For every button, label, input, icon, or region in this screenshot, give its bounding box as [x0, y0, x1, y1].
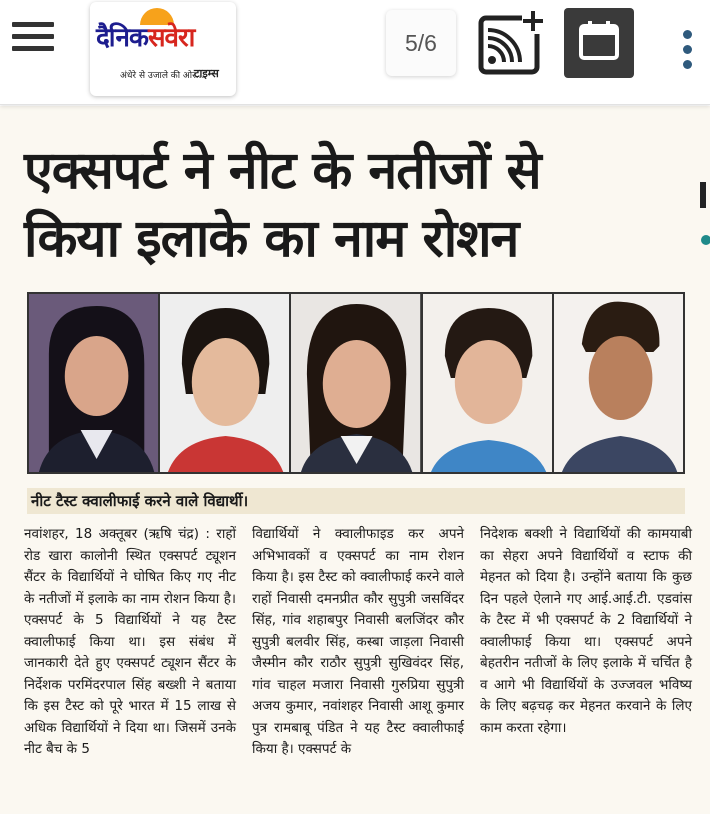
headline-line-2: किया इलाके का नाम रोशन	[24, 209, 519, 269]
student-photo	[160, 294, 289, 472]
logo-name	[96, 22, 232, 54]
top-app-bar	[0, 0, 710, 105]
student-photo	[423, 294, 552, 472]
headline-line-1: एक्सपर्ट ने नीट के नतीजों से	[24, 141, 541, 201]
newspaper-logo[interactable]	[90, 2, 236, 96]
student-photo	[29, 294, 158, 472]
article-body	[24, 524, 692, 761]
hamburger-menu-icon[interactable]	[12, 22, 54, 58]
newspaper-page[interactable]	[0, 106, 710, 814]
student-photo	[554, 294, 683, 472]
photo-caption: नीट टैस्ट क्वालीफाई करने वाले विद्यार्थी।	[27, 488, 685, 514]
logo-tagline: अंधेरे से उजाले की ओर...	[120, 71, 205, 81]
rss-feed-add-icon[interactable]	[478, 8, 546, 76]
calendar-icon[interactable]	[564, 8, 634, 78]
logo-suffix: टाइम्स	[194, 67, 219, 80]
vertical-dots-icon[interactable]	[680, 30, 694, 74]
page-counter[interactable]: 5/6	[386, 10, 456, 76]
logo-name-part1: दैनिक	[96, 23, 148, 53]
article-column-3: निदेशक बक्शी ने विद्यार्थियों की कामयाबी का सेहरा अपने विद्यार्थियों व स्टाफ की मेहनत को दिया है। उन्होंने बताया कि कुछ दिन पहले ऐलाने गए आई.आई.टी. एडवांस के टैस्ट में भी एक्सपर्ट के 2 विद्यार्थियों ने क्वालीफाई किया था। एक्सपर्ट अपने बेहतरीन नतीजों के लिए इलाके में चर्चित है व आगे भी विद्यार्थियों के उज्जवल भविष्य के लिए बढ़चढ़ कर मेहनत करवाने के लिए काम करता रहेगा।	[480, 526, 692, 736]
page-edge-mark	[700, 172, 710, 216]
article-headline	[24, 140, 694, 276]
article-column-2: विद्यार्थियों ने क्वालीफाइड कर अपने अभिभावकों व एक्सपर्ट का नाम रोशन किया है। इस टैस्ट को क्वालीफाई करने वाले राहों निवासी दमनप्रीत कौर सुपुत्री जसविंदर सिंह, गांव शहाबपुर निवासी बलजिंदर कौर सुपुत्री बलवीर सिंह, कस्बा जाड़ला निवासी जैस्मीन कौर राठौर सुपुत्री सुखिवंदर सिंह, गांव चाहल मजारा निवासी गुरुप्रिया सुपुत्री अजय कुमार, नवांशहर निवासी आशू कुमार पुत्र रामबाबू पंडित ने यह टैस्ट क्वालीफाई किया है। एक्सपर्ट के	[252, 526, 464, 757]
article-column-1: नवांशहर, 18 अक्तूबर (ऋषि चंद्र) : राहों रोड खारा कालोनी स्थित एक्सपर्ट ट्यूशन सैंटर के विद्यार्थियों ने घोषित किए गए नीट के नतीजों में इलाके का नाम रोशन किया है। एक्सपर्ट के 5 विद्यार्थियों ने यह टैस्ट क्वालीफाई किया था। इस संबंध में जानकारी देते हुए एक्सपर्ट ट्यूशन सैंटर के निर्देशक परमिंदरपाल सिंह बख्शी ने बताया कि इस टैस्ट को पूरे भारत में 15 लाख से अधिक विद्यार्थियों ने दिया था। जिसमें उनके नीट बैच के 5	[24, 526, 236, 757]
student-photos	[27, 292, 685, 474]
page-edge-dot	[700, 234, 710, 250]
student-photo	[291, 294, 420, 472]
logo-name-part2: सवेरा	[147, 23, 195, 53]
